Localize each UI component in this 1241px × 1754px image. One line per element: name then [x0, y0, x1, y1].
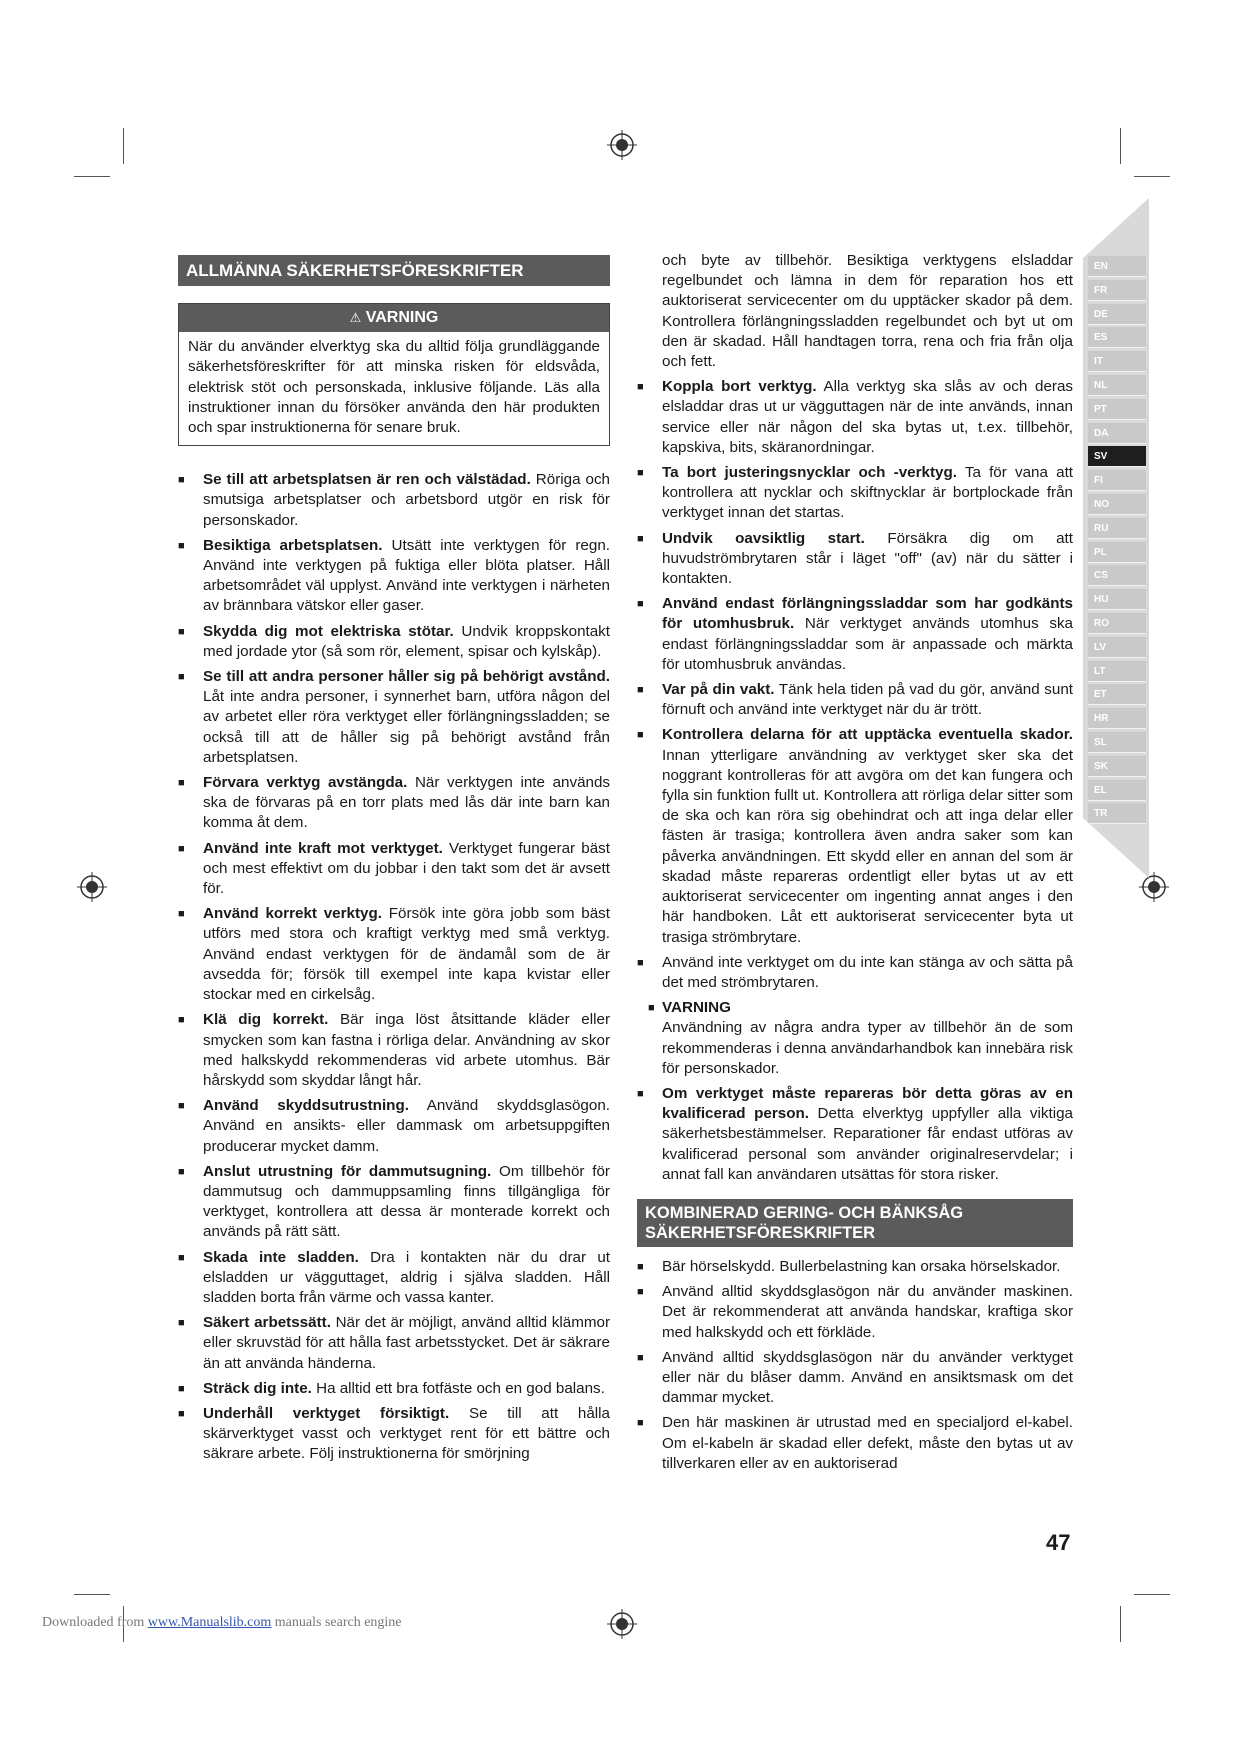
registration-mark-icon: [607, 1609, 637, 1639]
language-tab-lv[interactable]: LV: [1088, 637, 1146, 658]
warning-box: [178, 303, 610, 446]
language-tab-da[interactable]: DA: [1088, 423, 1146, 444]
bullet-icon: ■: [178, 474, 185, 487]
list-item: ■ Använd inte kraft mot verktyget. Verktyget fungerar bäst och mest effektivt om du jobbar i den takt som det är avsett för.: [178, 839, 610, 898]
sub-warning: [637, 998, 1073, 1079]
list-item: ■ Var på din vakt. Tänk hela tiden på vad du gör, använd sunt förnuft och använd inte verktyget när du är trött.: [637, 681, 1073, 719]
bullet-icon: ■: [648, 1002, 655, 1015]
bullet-icon: ■: [178, 842, 185, 855]
safety-list: [637, 1084, 1073, 1185]
language-tab-hr[interactable]: HR: [1088, 708, 1146, 729]
crop-mark: [74, 176, 110, 177]
bullet-icon: ■: [637, 1260, 644, 1273]
safety-list: [637, 1257, 1073, 1474]
bullet-icon: ■: [178, 1100, 185, 1113]
crop-mark: [1120, 128, 1121, 164]
language-tab-pt[interactable]: PT: [1088, 399, 1146, 420]
left-column: [178, 255, 610, 1470]
bullet-icon: ■: [178, 1165, 185, 1178]
list-item: ■ Anslut utrustning för dammutsugning. Om tillbehör för dammutsug och dammuppsamling finns tillgängliga för verktyget, kontrollera att dessa är monterade korrekt och används på rätt sätt.: [178, 1162, 610, 1241]
list-item: ■ Besiktiga arbetsplatsen. Utsätt inte verktygen för regn. Använd inte verktygen på fuktiga eller blöta platser. Håll arbetsområdet väl upplyst. Använd inte verktygen i närheten av brännbara vätskor eller gaser.: [178, 536, 610, 615]
page-number: 47: [1046, 1530, 1071, 1555]
bullet-icon: ■: [178, 1317, 185, 1330]
bullet-icon: ■: [178, 777, 185, 790]
bullet-icon: ■: [637, 729, 644, 742]
language-tab-et[interactable]: ET: [1088, 684, 1146, 705]
list-item: ■ Säkert arbetssätt. När det är möjligt, använd alltid klämmor eller skruvstäd för att hålla fast arbetsstycket. Det är säkrare än att använda händerna.: [178, 1314, 610, 1372]
bullet-icon: ■: [178, 1382, 185, 1395]
language-tab-fr[interactable]: FR: [1088, 280, 1146, 301]
section-heading: ALLMÄNNA SÄKERHETSFÖRESKRIFTER: [178, 255, 610, 286]
registration-mark-icon: [77, 872, 107, 902]
language-tab-sv[interactable]: SV: [1088, 446, 1146, 467]
language-tab-tr[interactable]: TR: [1088, 803, 1146, 824]
list-item: ■ Använd korrekt verktyg. Försök inte göra jobb som bäst utförs med stora och kraftigt verktyg med små verktyg. Använd endast verktygen för de ändamål som de är avsedda för; försök till exempel inte kapa kvistar eller stockar med en cirkelsåg.: [178, 905, 610, 1004]
language-tab-no[interactable]: NO: [1088, 494, 1146, 515]
language-tab-ru[interactable]: RU: [1088, 518, 1146, 539]
manualslib-link[interactable]: www.Manualslib.com: [147, 1615, 272, 1630]
safety-list: [637, 377, 1073, 993]
list-item: ■ Använd alltid skyddsglasögon när du använder maskinen. Det är rekommenderat att använda handskar, kraftiga skor med halkskydd och ett förkläde.: [637, 1283, 1073, 1341]
list-item: ■ Använd alltid skyddsglasögon när du använder verktyget eller när du blåser damm. Använd en ansiktsmask om det dammar mycket.: [637, 1348, 1073, 1407]
list-item: ■ Se till att arbetsplatsen är ren och välstädad. Röriga och smutsiga arbetsplatser och arbetsbord utgör en risk för personskador.: [178, 471, 610, 529]
bullet-icon: ■: [178, 1251, 185, 1264]
language-tab-it[interactable]: IT: [1088, 351, 1146, 372]
language-tabs: [1083, 198, 1149, 878]
continuation-text: och byte av tillbehör. Besiktiga verktygens elsladdar regelbundet och lämna in dem för reparation hos ett auktoriserat servicecenter om du upptäcker skador på dem. Kontrollera förlängningssladden regelbundet och byt ut om den är skadad. Håll handtagen torra, rena och fria från olja och fett.: [662, 252, 1073, 371]
footer: Downloaded from www.Manualslib.com manuals search engine: [42, 1615, 402, 1630]
bullet-icon: ■: [178, 908, 185, 921]
list-item: ■ Använd inte verktyget om du inte kan stänga av och sätta på det med strömbrytaren.: [637, 953, 1073, 991]
list-item: ■ Skada inte sladden. Dra i kontakten när du drar ut elsladden ur vägguttaget, aldrig i själva sladden. Håll sladden borta från värme och vassa kanter.: [178, 1248, 610, 1306]
list-item: ■ Se till att andra personer håller sig på behörigt avstånd. Låt inte andra personer, i synnerhet barn, utföra någon del av arbetet eller röra verktyget eller förlängningssladden; se också till att de håller sig på behörigt avstånd från arbetsplatsen.: [178, 668, 610, 766]
bullet-icon: ■: [637, 467, 644, 480]
crop-mark: [1120, 1606, 1121, 1642]
bullet-icon: ■: [637, 1087, 644, 1100]
list-item: ■ Kontrollera delarna för att upptäcka eventuella skador. Innan ytterligare användning av verktyget sker ska det noggrant kontrolleras för att avgöra om det kan fungera och fylla sin funktion fullt ut. Kontrollera att rörliga delar sitter som de ska och kan röra sig obehindrat och att inga delar eller fästen är trasiga; kontrollera även andra saker som kan påverka användningen. Ett skydd eller en annan del som är skadad måste repareras ordentligt eller bytas ut av ett auktoriserat servicecenter om ingenting annat anges i den här handboken. Låt ett auktoriserat servicecenter byta ut trasiga strömbrytare.: [637, 726, 1073, 946]
language-tab-ro[interactable]: RO: [1088, 613, 1146, 634]
bullet-icon: ■: [178, 1407, 185, 1420]
bullet-icon: ■: [178, 1014, 185, 1027]
bullet-icon: ■: [178, 539, 185, 552]
bullet-icon: ■: [637, 532, 644, 545]
list-item: ■ Den här maskinen är utrustad med en specialjord el-kabel. Om el-kabeln är skadad eller defekt, måste den bytas ut av tillverkaren eller av en auktoriserad: [637, 1414, 1073, 1472]
list-item: ■ Undvik oavsiktlig start. Försäkra dig om att huvudströmbrytaren står i läget "off" (av) när du sätter i kontakten.: [637, 529, 1073, 588]
crop-mark: [74, 1594, 110, 1595]
list-item: ■ Underhåll verktyget försiktigt. Se till att hålla skärverktyget vasst och verktyget rent för ett bättre och säkrare arbete. Följ instruktionerna för smörjning: [178, 1404, 610, 1463]
list-item: ■ Om verktyget måste repareras bör detta göras av en kvalificerad person. Detta elverktyg uppfyller alla viktiga säkerhetsbestämmelser. Reparationer får endast utföras av kvalificerad personal som använder originalreservdelar; i annat fall kan användaren utsättas för stora risker.: [637, 1084, 1073, 1183]
list-item: ■ Sträck dig inte. Ha alltid ett bra fotfäste och en god balans.: [178, 1379, 610, 1399]
language-tab-en[interactable]: EN: [1088, 256, 1146, 277]
language-tab-lt[interactable]: LT: [1088, 661, 1146, 682]
sub-warning-text: Användning av några andra typer av tillbehör än de som rekommenderas i denna användarhandbok kan innebära risk för personskador.: [662, 1019, 1073, 1077]
language-tab-hu[interactable]: HU: [1088, 589, 1146, 610]
warning-title: ⚠ VARNING: [179, 304, 609, 332]
crop-mark: [1134, 1594, 1170, 1595]
list-item: ■ Förvara verktyg avstängda. När verktygen inte används ska de förvaras på en torr plats med lås där inte barn kan komma åt dem.: [178, 774, 611, 832]
language-tab-sk[interactable]: SK: [1088, 756, 1146, 777]
crop-mark: [123, 128, 124, 164]
list-item: ■ Klä dig korrekt. Bär inga löst åtsittande kläder eller smycken som kan fastna i rörliga delar. Användning av skor med halkskydd rekommenderas vid arbete utomhus. Bär hårskydd som skyddar långt hår.: [178, 1011, 611, 1089]
list-item: ■ Bär hörselskydd. Bullerbelastning kan orsaka hörselskador.: [637, 1257, 1073, 1277]
bullet-icon: ■: [637, 381, 644, 394]
language-tab-cs[interactable]: CS: [1088, 565, 1146, 586]
sub-warning-title: ■ VARNING: [648, 998, 1073, 1018]
bullet-icon: ■: [178, 671, 185, 684]
language-tab-el[interactable]: EL: [1088, 780, 1146, 801]
safety-list: [178, 470, 610, 1464]
bullet-icon: ■: [637, 1286, 644, 1299]
list-item: ■ Ta bort justeringsnycklar och -verktyg. Ta för vana att kontrollera att nycklar och skiftnycklar är bortplockade från verktyget innan det startas.: [637, 464, 1074, 522]
bullet-icon: ■: [637, 1351, 644, 1364]
right-column: [637, 251, 1073, 1479]
bullet-icon: ■: [637, 598, 644, 611]
list-item: ■ Koppla bort verktyg. Alla verktyg ska slås av och deras elsladdar dras ut ur vägguttagen när de inte används, innan service eller när någon del ska bytas ut, t.ex. tillbehör, kapskiva, bits, skäranordningar.: [637, 378, 1073, 456]
bullet-icon: ■: [637, 1417, 644, 1430]
list-item: ■ Använd skyddsutrustning. Använd skyddsglasögon. Använd en ansikts- eller dammask om arbetsuppgiften producerar mycket damm.: [178, 1097, 610, 1155]
language-tab-sl[interactable]: SL: [1088, 732, 1146, 753]
list-item: ■ Använd endast förlängningssladdar som har godkänts för utomhusbruk. När verktyget används utomhus ska endast förlängningssladdar som är anpassade och märkta för utomhusbruk användas.: [637, 595, 1073, 673]
section-heading: KOMBINERAD GERING- OCH BÄNKSÅG SÄKERHETSFÖRESKRIFTER: [637, 1199, 1073, 1247]
bullet-icon: ■: [637, 684, 644, 697]
warning-triangle-icon: ⚠: [349, 310, 362, 325]
registration-mark-icon: [607, 130, 637, 160]
language-tab-nl[interactable]: NL: [1088, 375, 1146, 396]
language-tab-pl[interactable]: PL: [1088, 542, 1146, 563]
warning-text: När du använder elverktyg ska du alltid följa grundläggande säkerhetsföreskrifter för att minska risken för eldsvåda, elektrisk stöt och personskada, inklusive följande. Läs alla instruktioner innan du försöker använda den här produkten och spar instruktionerna för senare bruk.: [188, 338, 600, 437]
bullet-icon: ■: [178, 625, 185, 638]
crop-mark: [1134, 176, 1170, 177]
language-tab-de[interactable]: DE: [1088, 304, 1146, 325]
list-item: ■ Skydda dig mot elektriska stötar. Undvik kroppskontakt med jordade ytor (så som rör, element, spisar och kylskåp).: [178, 622, 610, 660]
language-tab-fi[interactable]: FI: [1088, 470, 1146, 491]
language-tab-es[interactable]: ES: [1088, 327, 1146, 348]
bullet-icon: ■: [637, 956, 644, 969]
